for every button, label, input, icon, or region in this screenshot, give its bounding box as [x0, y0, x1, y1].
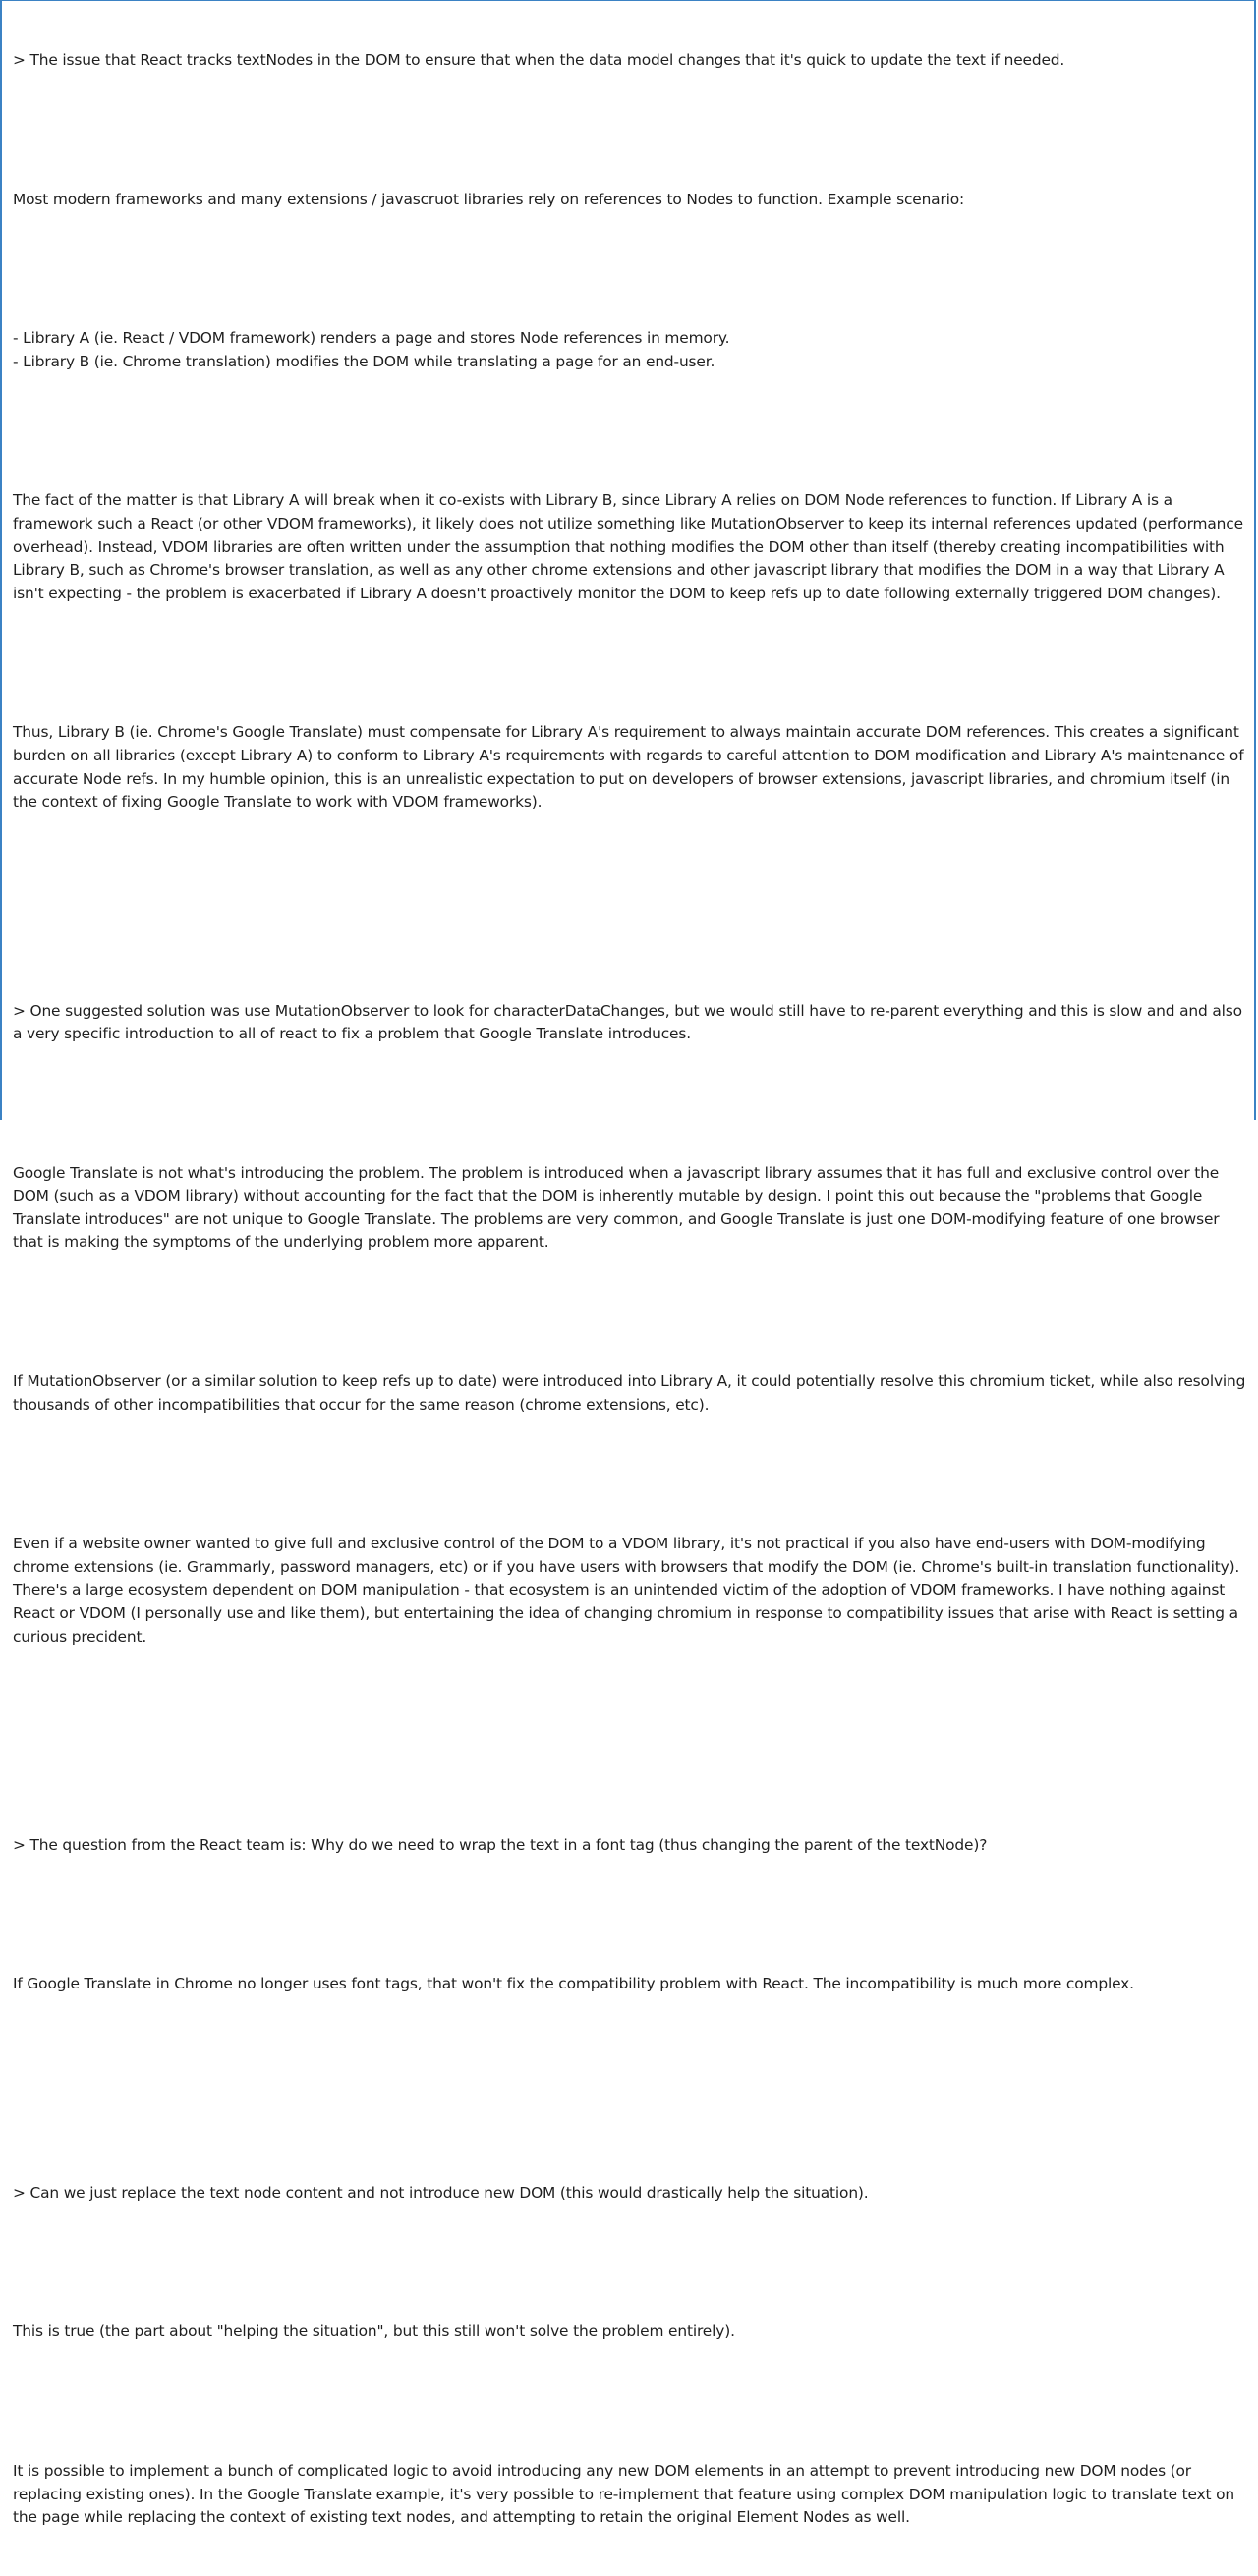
- paragraph-this-is-true: This is true (the part about "helping the situation", but this still won't solve the problem entirely).: [13, 2323, 735, 2341]
- blank-line: [13, 861, 1253, 884]
- quote-mutation-observer: > One suggested solution was use MutationObserver to look for characterDataChanges, but we would still have to re-parent everything and this is slow and and also a very specific introduction to all of react to fix a problem that Google Translate introduces.: [13, 1001, 1247, 1043]
- paragraph-fact-of-the-matter: The fact of the matter is that Library A will break when it co-exists with Library B, since Library A relies on DOM Node references to function. If Library A is a framework such a React (or other VDOM frameworks), it likely does not utilize something like MutationObserver to keep its internal references updated (performance overhead). Instead, VDOM libraries are often written under the assumption that nothing modifies the DOM other than itself (thereby creating incompatibilities with Library B, such as Chrome's browser translation, as well as any other chrome extensions and other javascript library that modifies the DOM in a way that Library A isn't expecting - the problem is exacerbated if Library A doesn't proactively monitor the DOM to keep refs up to date following externally triggered DOM changes).: [13, 491, 1248, 602]
- blank-line: [13, 652, 1253, 676]
- paragraph-website-owner: Even if a website owner wanted to give full and exclusive control of the DOM to a VDOM library, it's not practical if you also have end-users with DOM-modifying chrome extensions (ie. Grammarly, password managers, etc) or if you have users with browsers that modify the DOM (ie. Chrome's built-in translation functionality). There's a large ecosystem dependent on DOM manipulation - that ecosystem is an unintended victim of the adoption of VDOM frameworks. I have nothing against React or VDOM (I personally use and like them), but entertaining the idea of changing chromium in response to compatibility issues that arise with React is setting a curious precident.: [13, 1535, 1244, 1646]
- blank-line: [13, 1301, 1253, 1324]
- quote-font-tag-question: > The question from the React team is: Why do we need to wrap the text in a font tag (thus changing the parent of the textNode)?: [13, 1835, 988, 1854]
- paragraph-complicated-logic: It is possible to implement a bunch of complicated logic to avoid introducing any new DOM elements in an attempt to prevent introducing new DOM nodes (or replacing existing ones). In the Google Translate example, it's very possible to re-implement that feature using complex DOM manipulation logic to translate text on the page while replacing the context of existing text nodes, and attempting to retain the original Element Nodes as well.: [13, 2461, 1239, 2527]
- blank-line: [13, 1764, 1253, 1788]
- list-library-scenario: - Library A (ie. React / VDOM framework) renders a page and stores Node references in memory. - Library B (ie. Chrome translation) modifies the DOM while translating a page for an end-user.: [13, 329, 730, 370]
- blank-line: [13, 2390, 1253, 2414]
- blank-line: [13, 258, 1253, 282]
- paragraph-if-mutation-observer: If MutationObserver (or a similar solution to keep refs up to date) were introduced into Library A, it could potentially resolve this chromium ticket, while also resolving thousands of other incompatibilities that occur for the same reason (chrome extensions, etc).: [13, 1372, 1251, 1414]
- blank-line: [13, 2112, 1253, 2136]
- blank-line: [13, 1904, 1253, 1928]
- blank-line: [13, 930, 1253, 954]
- blank-line: [13, 1695, 1253, 1718]
- quote-react-tracks-textnodes: > The issue that React tracks textNodes in the DOM to ensure that when the data model changes that it's quick to update the text if needed.: [13, 51, 1065, 70]
- paragraph-font-tags: If Google Translate in Chrome no longer uses font tags, that won't fix the compatibility problem with React. The incompatibility is much more complex.: [13, 1975, 1134, 1993]
- blank-line: [13, 2043, 1253, 2066]
- comment-text: [13, 3, 1253, 2576]
- blank-line: [13, 1092, 1253, 1116]
- paragraph-modern-frameworks: Most modern frameworks and many extensions / javascruot libraries rely on references to Nodes to function. Example scenario:: [13, 190, 965, 208]
- quote-replace-text-node: > Can we just replace the text node content and not introduce new DOM (this would drastically help the situation).: [13, 2183, 869, 2202]
- blank-line: [13, 1463, 1253, 1486]
- blank-line: [13, 2252, 1253, 2275]
- blank-line: [13, 420, 1253, 444]
- paragraph-library-b-compensate: Thus, Library B (ie. Chrome's Google Translate) must compensate for Library A's requirement to always maintain accurate DOM references. This creates a significant burden on all libraries (except Library A) to conform to Library A's requirements with regards to careful attention to DOM modification and Library A's maintenance of accurate Node refs. In my humble opinion, this is an unrealistic expectation to put on developers of browser extensions, javascript libraries, and chromium itself (in the context of fixing Google Translate to work with VDOM frameworks).: [13, 723, 1249, 812]
- blank-line: [13, 119, 1253, 142]
- paragraph-not-google-translate: Google Translate is not what's introducing the problem. The problem is introduced when a javascript library assumes that it has full and exclusive control over the DOM (such as a VDOM library) without accounting for the fact that the DOM is inherently mutable by design. I point this out because the "problems that Google Translate introduces" are not unique to Google Translate. The problems are very common, and Google Translate is just one DOM-modifying feature of one browser that is making the symptoms of the underlying problem more apparent.: [13, 1163, 1225, 1252]
